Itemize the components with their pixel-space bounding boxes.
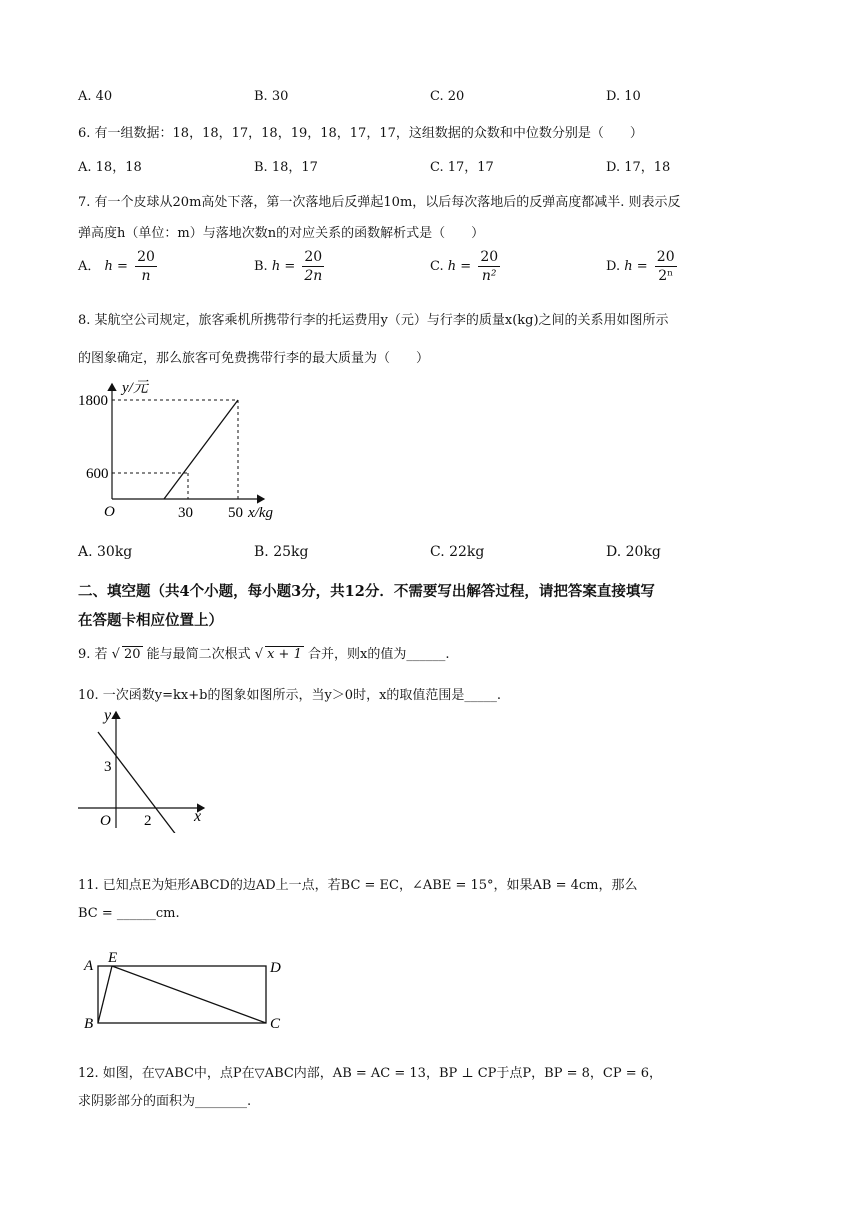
q11-stem-line1: 11. 已知点E为矩形ABCD的边AD上一点，若BC = EC，∠ABE = 15°，如果AB = 4cm，那么 — [78, 878, 638, 893]
q8-x-label: x/kg — [248, 505, 273, 521]
q6-option-a: A. 18，18 — [78, 160, 142, 175]
q5-option-d: D. 10 — [606, 89, 641, 104]
q11-segment-ec — [112, 966, 266, 1023]
q11-segment-be — [98, 966, 112, 1023]
q10-x-intercept-label: 2 — [144, 813, 152, 829]
q10-graph — [76, 703, 216, 833]
q5-option-a: A. 40 — [78, 89, 113, 104]
q8-x-tick-30: 30 — [178, 505, 193, 521]
q11-figure — [76, 946, 296, 1038]
q7-b-denominator: 2n — [304, 268, 323, 284]
q8-stem-line2: 的图象确定，那么旅客可免费携带行李的最大质量为（ ） — [78, 351, 430, 366]
q7-d-denominator: 2ⁿ — [658, 268, 674, 284]
q9-stem: 9. 若 √ 20 能与最简二次根式 √ x + 1 合并，则x的值为______. — [78, 647, 450, 662]
q10-y-label: y — [104, 707, 112, 724]
q11-stem-line2: BC = ______cm. — [78, 906, 180, 921]
q5-option-b: B. 30 — [254, 89, 289, 104]
q6-option-c: C. 17，17 — [430, 160, 494, 175]
q11-label-c: C — [270, 1016, 281, 1032]
q10-origin: O — [100, 813, 111, 829]
q6-option-b: B. 18，17 — [254, 160, 318, 175]
q11-label-b: B — [84, 1016, 94, 1032]
q9-radical-1: 20 — [123, 647, 141, 662]
q7-a-numerator: 20 — [137, 249, 155, 265]
q6-stem: 6. 有一组数据：18，18，17，18，19，18，17，17，这组数据的众数和中位数分别是（ ） — [78, 126, 643, 141]
q8-option-d: D. 20kg — [606, 544, 661, 560]
section2-heading-line1: 二、填空题（共4个小题，每小题3分，共12分．不需要写出解答过程，请把答案直接填写 — [78, 583, 655, 600]
q10-stem: 10. 一次函数y=kx+b的图象如图所示，当y＞0时，x的取值范围是_____. — [78, 688, 502, 703]
q7-option-c: C. h = $\frac{20}{\text{n²}}$ — [430, 249, 499, 284]
q10-y-intercept-label: 3 — [104, 759, 112, 775]
q12-stem-line2: 求阴影部分的面积为________. — [78, 1094, 252, 1109]
q8-x-tick-50: 50 — [228, 505, 243, 521]
q7-option-a: A． h = $\frac{20}{n}$ — [78, 249, 155, 284]
q8-option-b: B. 25kg — [254, 544, 309, 560]
section2-heading-line2: 在答题卡相应位置上） — [78, 612, 223, 629]
q9-radical-2: x + 1 — [267, 647, 302, 662]
q8-graph — [76, 376, 296, 526]
q6-option-d: D. 17，18 — [606, 160, 671, 175]
q8-y-label: y/元 — [122, 380, 148, 396]
q7-b-numerator: 20 — [304, 249, 323, 265]
q11-rectangle — [98, 966, 266, 1023]
q8-option-c: C. 22kg — [430, 544, 485, 560]
q11-label-a: A — [84, 958, 94, 974]
q11-label-e: E — [108, 950, 118, 966]
q7-c-denominator: n² — [481, 268, 497, 284]
q8-origin: O — [104, 504, 115, 520]
q8-y-tick-1800: 1800 — [78, 393, 108, 409]
q7-option-d: D. h = $\frac{20}{\text{2ⁿ}}$ — [606, 249, 675, 284]
q8-fee-line — [164, 400, 238, 499]
q8-y-tick-600: 600 — [86, 466, 109, 482]
q7-d-numerator: 20 — [656, 249, 675, 265]
q7-stem-line1: 7. 有一个皮球从20m高处下落，第一次落地后反弹起10m，以后每次落地后的反弹高度都减半. 则表示反 — [78, 195, 681, 210]
q11-label-d: D — [270, 960, 281, 976]
q7-a-denominator: n — [141, 268, 151, 284]
q10-x-label: x — [194, 808, 202, 825]
q7-c-numerator: 20 — [480, 249, 499, 265]
q8-option-a: A. 30kg — [78, 544, 133, 560]
q7-option-b: B. h = $\frac{20}{2n}$ — [254, 249, 323, 284]
q12-stem-line1: 12. 如图，在▽ABC中，点P在▽ABC内部，AB = AC = 13，BP ⊥ CP于点P，BP = 8，CP = 6， — [78, 1066, 663, 1081]
q5-option-c: C. 20 — [430, 89, 465, 104]
q7-stem-line2: 弹高度h（单位：m）与落地次数n的对应关系的函数解析式是（ ） — [78, 226, 485, 241]
q8-stem-line1: 8. 某航空公司规定，旅客乘机所携带行李的托运费用y（元）与行李的质量x(kg)之间的关系用如图所示 — [78, 313, 669, 328]
